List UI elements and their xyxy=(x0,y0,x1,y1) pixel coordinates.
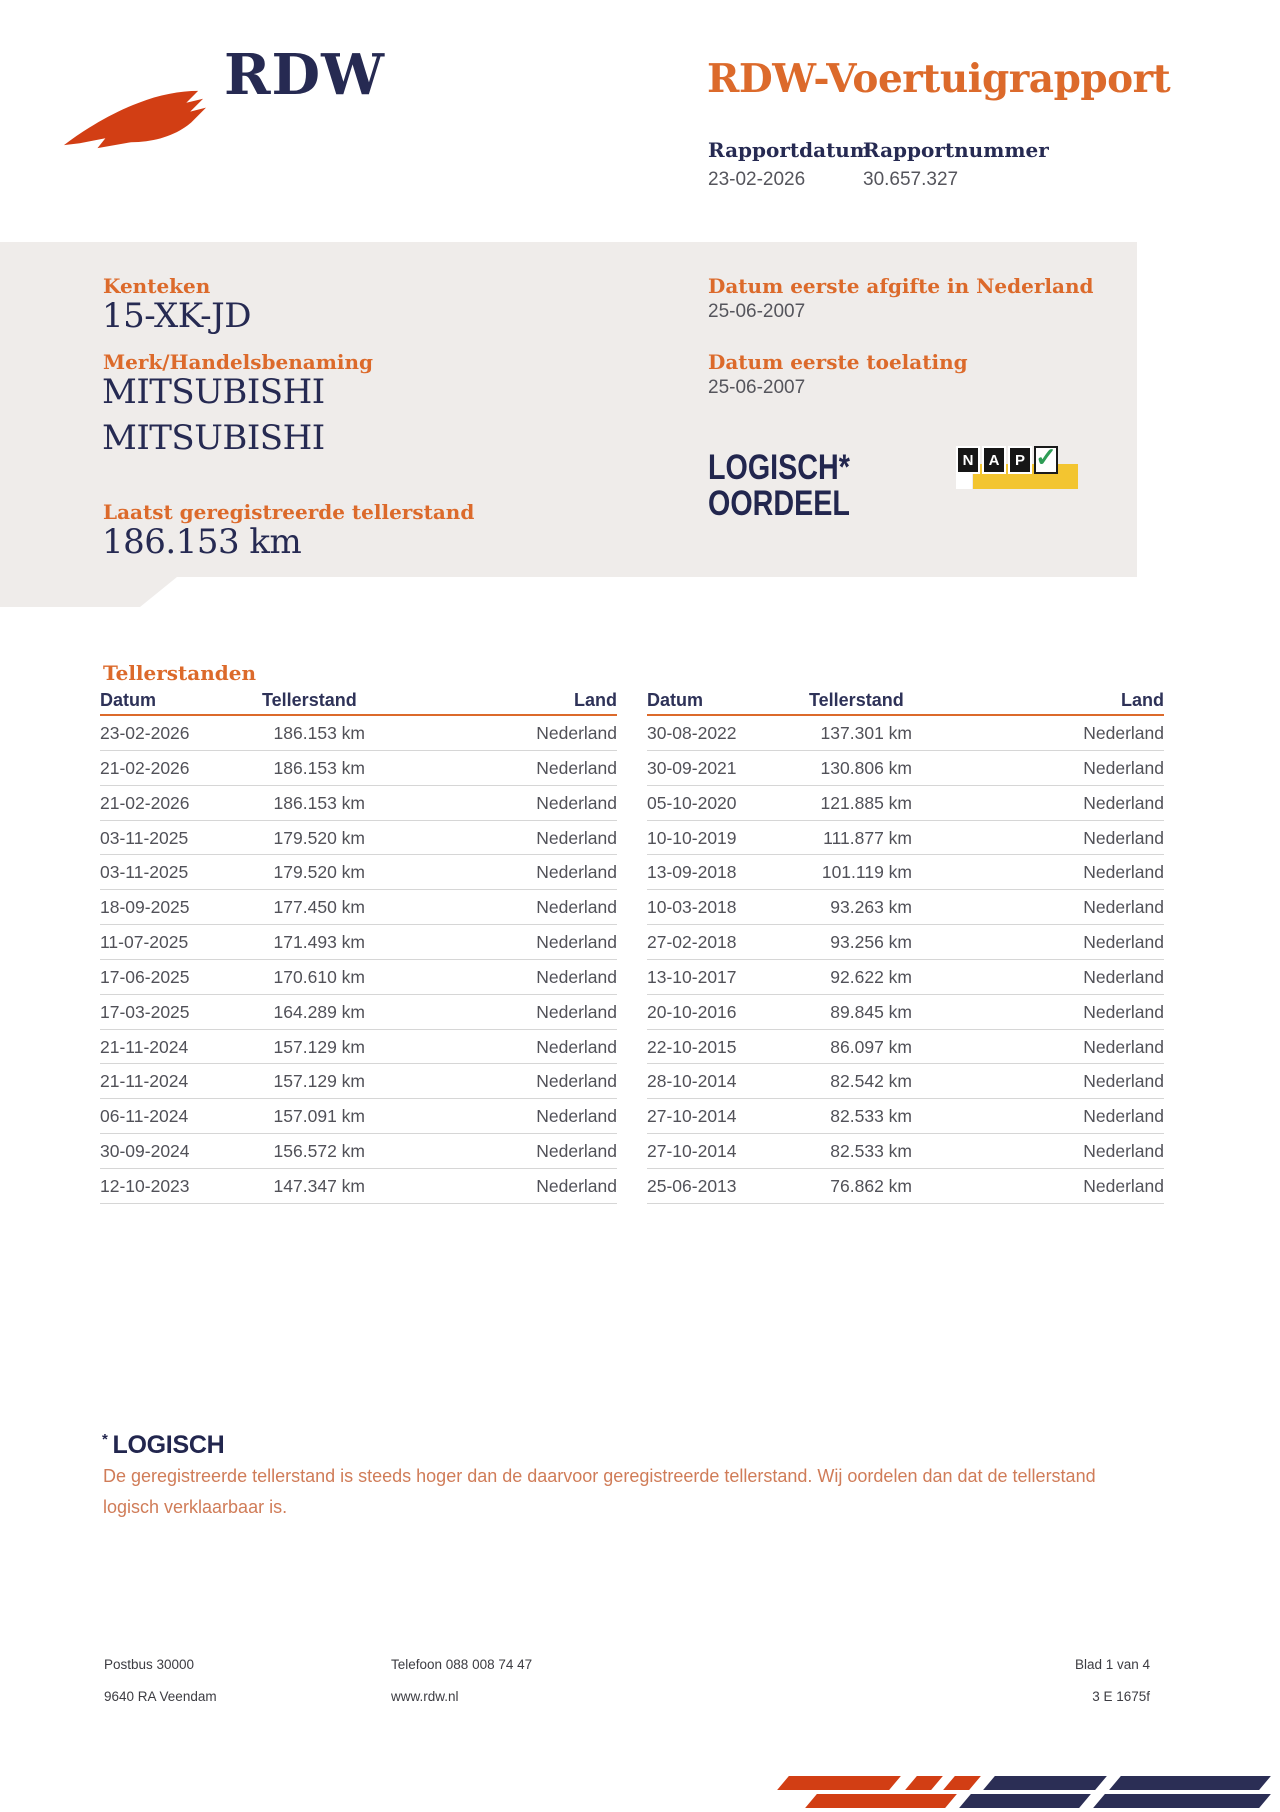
kenteken-value: 15-XK-JD xyxy=(102,296,252,336)
cell-tellerstand: 111.877 km xyxy=(823,827,912,848)
cell-datum: 17-06-2025 xyxy=(100,966,190,987)
nap-white-square xyxy=(956,473,972,489)
table-body xyxy=(100,716,617,1204)
rdw-logo-text: RDW xyxy=(224,42,385,108)
col-header-datum: Datum xyxy=(100,690,157,710)
cell-datum: 13-10-2017 xyxy=(647,966,737,987)
cell-datum: 21-11-2024 xyxy=(100,1071,189,1092)
cell-land: Nederland xyxy=(1083,932,1164,953)
cell-land: Nederland xyxy=(1083,827,1164,848)
cell-land: Nederland xyxy=(536,1175,617,1196)
cell-datum: 10-03-2018 xyxy=(647,897,737,918)
table-row xyxy=(100,1099,617,1134)
cell-tellerstand: 137.301 km xyxy=(820,723,912,743)
footer-page-indicator: Blad 1 van 4 xyxy=(1074,1657,1150,1672)
cell-land: Nederland xyxy=(536,1001,617,1022)
col-header-tellerstand: Tellerstand xyxy=(262,690,357,710)
cell-land: Nederland xyxy=(536,1071,617,1092)
cell-tellerstand: 157.091 km xyxy=(273,1106,365,1127)
cell-land: Nederland xyxy=(1083,1071,1164,1092)
cell-datum: 23-02-2026 xyxy=(100,723,190,743)
logisch-heading-text: LOGISCH xyxy=(112,1431,225,1459)
merk-value-1: MITSUBISHI xyxy=(102,372,325,412)
cell-land: Nederland xyxy=(1083,897,1164,918)
cell-datum: 17-03-2025 xyxy=(100,1001,190,1022)
cell-tellerstand: 164.289 km xyxy=(273,1001,365,1022)
cell-datum: 10-10-2019 xyxy=(647,827,737,848)
footer-address xyxy=(104,1657,217,1704)
cell-tellerstand: 179.520 km xyxy=(273,827,365,848)
table-row xyxy=(100,1169,617,1204)
cell-land: Nederland xyxy=(1083,1036,1164,1057)
tellerstanden-title: Tellerstanden xyxy=(103,661,257,685)
cell-tellerstand: 130.806 km xyxy=(820,757,912,778)
cell-tellerstand: 156.572 km xyxy=(273,1141,365,1162)
table-header xyxy=(647,690,1164,716)
cell-datum: 20-10-2016 xyxy=(647,1001,737,1022)
table-row xyxy=(647,821,1164,856)
col-header-land: Land xyxy=(1121,690,1164,710)
nap-letter-n: N xyxy=(956,446,980,474)
cell-land: Nederland xyxy=(1083,966,1164,987)
cell-tellerstand: 82.533 km xyxy=(830,1106,912,1127)
cell-land: Nederland xyxy=(536,897,617,918)
cell-datum: 30-09-2021 xyxy=(647,757,737,778)
cell-land: Nederland xyxy=(1083,1175,1164,1196)
cell-land: Nederland xyxy=(1083,723,1164,743)
merk-value-2: MITSUBISHI xyxy=(102,418,325,458)
cell-tellerstand: 76.862 km xyxy=(830,1175,912,1196)
table-row xyxy=(100,960,617,995)
footer-contact xyxy=(391,1657,532,1704)
tellerstand-label: Laatst geregistreerde tellerstand xyxy=(103,500,475,524)
cell-datum: 27-02-2018 xyxy=(647,932,737,953)
table-row xyxy=(100,1134,617,1169)
nap-check-icon: ✓ xyxy=(1035,442,1057,472)
col-header-datum: Datum xyxy=(647,690,704,710)
cell-datum: 30-09-2024 xyxy=(100,1141,190,1162)
cell-land: Nederland xyxy=(536,723,617,743)
cell-land: Nederland xyxy=(536,1106,617,1127)
table-row xyxy=(647,1064,1164,1099)
cell-datum: 25-06-2013 xyxy=(647,1175,737,1196)
table-row xyxy=(100,786,617,821)
tellerstand-value: 186.153 km xyxy=(102,522,302,562)
cell-land: Nederland xyxy=(536,1141,617,1162)
table-row xyxy=(100,1064,617,1099)
cell-tellerstand: 147.347 km xyxy=(273,1175,365,1196)
cell-land: Nederland xyxy=(536,932,617,953)
report-number-label: Rapportnummer xyxy=(863,138,1049,162)
afgifte-date: 25-06-2007 xyxy=(708,301,806,322)
cell-datum: 03-11-2025 xyxy=(100,827,189,848)
table-row xyxy=(100,751,617,786)
oordeel-line2: OORDEEL xyxy=(708,484,850,523)
table-row xyxy=(647,786,1164,821)
table-row xyxy=(100,855,617,890)
footer-phone: Telefoon 088 008 74 47 xyxy=(391,1657,533,1672)
logisch-asterisk: * xyxy=(102,1431,108,1448)
cell-tellerstand: 157.129 km xyxy=(273,1036,365,1057)
footer-page-info xyxy=(1075,1657,1150,1704)
table-row xyxy=(647,1169,1164,1204)
rdw-logo-icon xyxy=(60,82,208,160)
oordeel-line1: LOGISCH* xyxy=(708,448,850,487)
cell-tellerstand: 93.256 km xyxy=(830,932,912,953)
table-row xyxy=(100,890,617,925)
cell-datum: 27-10-2014 xyxy=(647,1141,737,1162)
nap-letter-a: A xyxy=(982,446,1006,474)
report-title: RDW-Voertuigrapport xyxy=(707,56,1171,102)
nap-logo xyxy=(956,444,1086,492)
cell-datum: 12-10-2023 xyxy=(100,1175,190,1196)
table-body xyxy=(647,716,1164,1204)
table-row xyxy=(647,1134,1164,1169)
logisch-heading xyxy=(102,1431,224,1460)
cell-land: Nederland xyxy=(536,827,617,848)
table-row xyxy=(647,960,1164,995)
table-row xyxy=(647,716,1164,751)
cell-tellerstand: 157.129 km xyxy=(273,1071,365,1092)
cell-tellerstand: 121.885 km xyxy=(820,792,912,813)
table-row xyxy=(647,1030,1164,1065)
cell-tellerstand: 93.263 km xyxy=(830,897,912,918)
footer-city: 9640 RA Veendam xyxy=(104,1689,217,1704)
cell-land: Nederland xyxy=(1083,1001,1164,1022)
cell-tellerstand: 170.610 km xyxy=(273,966,365,987)
table-row xyxy=(100,821,617,856)
cell-datum: 22-10-2015 xyxy=(647,1036,737,1057)
cell-tellerstand: 186.153 km xyxy=(273,792,365,813)
cell-datum: 21-02-2026 xyxy=(100,792,190,813)
cell-land: Nederland xyxy=(1083,792,1164,813)
cell-tellerstand: 92.622 km xyxy=(830,966,912,987)
cell-land: Nederland xyxy=(536,757,617,778)
cell-tellerstand: 171.493 km xyxy=(273,932,365,953)
table-header xyxy=(100,690,617,716)
afgifte-label: Datum eerste afgifte in Nederland xyxy=(708,274,1094,298)
cell-datum: 21-02-2026 xyxy=(100,757,190,778)
cell-tellerstand: 82.542 km xyxy=(830,1071,912,1092)
toelating-date: 25-06-2007 xyxy=(708,377,806,398)
cell-datum: 05-10-2020 xyxy=(647,792,737,813)
table-row xyxy=(100,716,617,751)
table-row xyxy=(647,925,1164,960)
report-meta xyxy=(708,138,1049,191)
table-row xyxy=(647,1099,1164,1134)
cell-tellerstand: 179.520 km xyxy=(273,862,365,883)
merk-label: Merk/Handelsbenaming xyxy=(103,350,374,374)
table-row xyxy=(647,751,1164,786)
table-row xyxy=(100,995,617,1030)
col-header-tellerstand: Tellerstand xyxy=(809,690,904,710)
table-row xyxy=(647,855,1164,890)
footer-postbus: Postbus 30000 xyxy=(104,1657,195,1672)
cell-datum: 03-11-2025 xyxy=(100,862,189,883)
kenteken-label: Kenteken xyxy=(103,274,211,298)
cell-datum: 27-10-2014 xyxy=(647,1106,737,1127)
cell-datum: 06-11-2024 xyxy=(100,1106,189,1127)
report-date-label: Rapportdatum xyxy=(708,138,872,162)
footer-form-code: 3 E 1675f xyxy=(1092,1689,1150,1704)
oordeel-text xyxy=(708,450,850,522)
cell-datum: 30-08-2022 xyxy=(647,723,737,743)
tellerstanden-table-left xyxy=(100,690,617,1204)
cell-datum: 11-07-2025 xyxy=(100,932,189,953)
nap-letter-p: P xyxy=(1008,446,1032,474)
toelating-label: Datum eerste toelating xyxy=(708,350,968,374)
cell-tellerstand: 177.450 km xyxy=(273,897,365,918)
cell-tellerstand: 89.845 km xyxy=(830,1001,912,1022)
table-row xyxy=(647,890,1164,925)
footer-website: www.rdw.nl xyxy=(391,1689,459,1704)
cell-land: Nederland xyxy=(1083,862,1164,883)
cell-land: Nederland xyxy=(1083,1106,1164,1127)
cell-datum: 13-09-2018 xyxy=(647,862,737,883)
cell-tellerstand: 86.097 km xyxy=(830,1036,912,1057)
cell-land: Nederland xyxy=(536,966,617,987)
cell-datum: 28-10-2014 xyxy=(647,1071,737,1092)
cell-tellerstand: 101.119 km xyxy=(821,862,912,883)
cell-tellerstand: 82.533 km xyxy=(830,1141,912,1162)
cell-datum: 18-09-2025 xyxy=(100,897,190,918)
cell-land: Nederland xyxy=(1083,757,1164,778)
report-date-value: 23-02-2026 xyxy=(708,169,806,190)
table-row xyxy=(100,925,617,960)
cell-land: Nederland xyxy=(536,792,617,813)
cell-land: Nederland xyxy=(536,862,617,883)
cell-datum: 21-11-2024 xyxy=(100,1036,189,1057)
cell-land: Nederland xyxy=(536,1036,617,1057)
cell-tellerstand: 186.153 km xyxy=(273,723,365,743)
cell-land: Nederland xyxy=(1083,1141,1164,1162)
table-row xyxy=(647,995,1164,1030)
report-number-value: 30.657.327 xyxy=(863,169,959,190)
rdw-flag-graphic xyxy=(783,1776,1280,1812)
col-header-land: Land xyxy=(574,690,617,710)
cell-tellerstand: 186.153 km xyxy=(273,757,365,778)
logisch-explanation: De geregistreerde tellerstand is steeds hoger dan de daarvoor geregistreerde tellerstand. Wij oordelen dan dat de tellerstand logisch verklaarbaar is. xyxy=(103,1466,1096,1517)
table-row xyxy=(100,1030,617,1065)
tellerstanden-table-right xyxy=(647,690,1164,1204)
